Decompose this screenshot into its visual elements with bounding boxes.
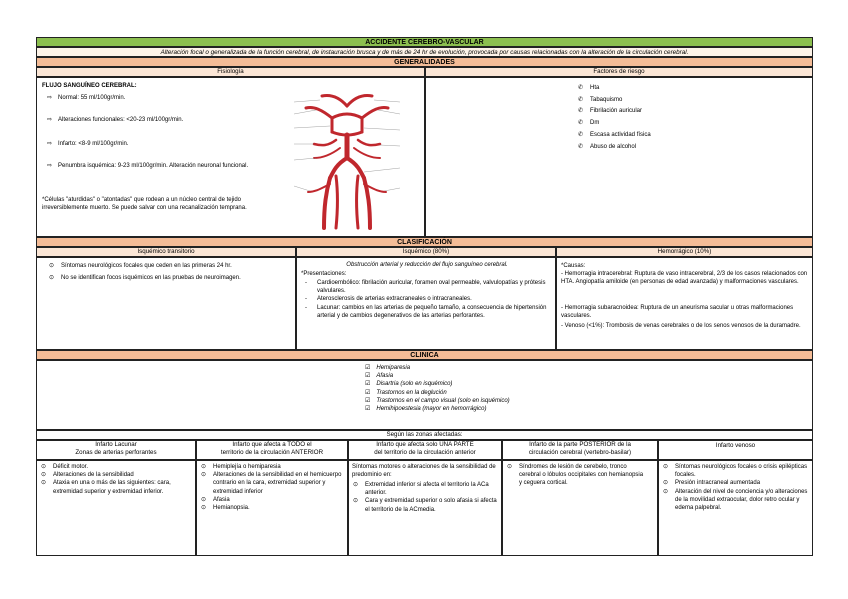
- cerebral-arteries-illustration: [292, 88, 402, 236]
- risk-factor-item: ✆ Tabaquismo: [578, 96, 623, 103]
- flujo-item: ⇨ Normal: 55 ml/100gr/min.: [47, 95, 126, 101]
- zone-body-lacunar: [36, 460, 196, 556]
- isquemico-label: *Presentaciones:: [301, 271, 347, 277]
- isquemico-header: Isquémico (80%): [296, 247, 556, 257]
- risk-factor-item: ✆ Abuso de alcohol: [578, 143, 637, 150]
- zone-header-anterior-total: Infarto que afecta a TODO el territorio de la circulación ANTERIOR: [196, 440, 348, 460]
- list-item: ⊙ Afasia: [201, 496, 230, 503]
- list-item: ⊙ Extremidad inferior si afecta el territorio la ACa anterior.: [353, 482, 489, 497]
- bullet-circle-icon: ⊙: [663, 480, 669, 487]
- list-item: ⊙ Hemiplejía o hemiparesia: [201, 464, 281, 470]
- symptom-item: ☑ Trastornos en la deglución: [365, 389, 447, 396]
- transitorio-cell: [36, 257, 296, 350]
- list-item: - Lacunar: cambios en las arterias de pequeño tamaño, a consecuencia de hipertensión arterial y de cambios degenerativos de las arterias perforantes.: [305, 304, 547, 319]
- risk-factor-item: ✆ Escasa actividad física: [578, 131, 651, 138]
- bullet-circle-icon: ⊙: [201, 496, 207, 503]
- checkbox-icon: ☑: [365, 406, 371, 413]
- symptom-item: ☑ Hemihipoestesia (mayor en hemorrágico): [365, 406, 487, 413]
- bullet-circle-icon: ⊙: [353, 482, 359, 488]
- fisiologia-cell: [36, 77, 425, 237]
- bullet-circle-icon: ⊙: [663, 488, 669, 495]
- list-item: ⊙ Presión intracraneal aumentada: [663, 480, 761, 487]
- bullet-circle-icon: ⊙: [49, 263, 55, 269]
- factores-cell: [425, 77, 813, 237]
- symptom-item: ☑ Afasia: [365, 373, 394, 380]
- symptom-item: ☑ Disartria (solo en isquémico): [365, 381, 453, 388]
- phone-icon: ✆: [578, 85, 584, 91]
- bullet-circle-icon: ⊙: [201, 472, 207, 479]
- bullet-circle-icon: ⊙: [353, 498, 359, 505]
- isquemico-intro: Obstrucción arterial y reducción del flujo sanguíneo cerebral.: [346, 262, 508, 268]
- section-clasificacion: CLASIFICACIÓN: [36, 237, 813, 247]
- flujo-title: FLUJO SANGUÍNEO CEREBRAL:: [42, 83, 137, 89]
- phone-icon: ✆: [578, 143, 584, 150]
- zone-body-venoso: [658, 460, 813, 556]
- bullet-circle-icon: ⊙: [201, 464, 207, 470]
- bullet-circle-icon: ⊙: [49, 275, 55, 282]
- checkbox-icon: ☑: [365, 365, 371, 371]
- phone-icon: ✆: [578, 108, 584, 115]
- list-item: ⊙ Alteraciones de la sensibilidad en el hemicuerpo contrario en la cara, extremidad superior y extremidad inferior: [201, 472, 342, 495]
- checkbox-icon: ☑: [365, 389, 371, 396]
- hemorragico-item: - Hemorragia subaracnoidea: Ruptura de un aneurisma sacular u otras malformaciones vasculares.: [561, 305, 794, 320]
- isquemico-cell: [296, 257, 556, 350]
- risk-factor-item: ✆ Hta: [578, 85, 600, 91]
- list-item: ⊙ Alteración del nivel de conciencia y/o alteraciones de la movilidad extraocular, dolor retro ocular y edema palpebral.: [663, 488, 808, 512]
- definition: Alteración focal o generalizada de la función cerebral, de instauración brusca y de más de 24 hr de evolución, provocada por causas relacionadas con la alteración de la circulación cerebral.: [36, 47, 813, 57]
- zone-intro: Síntomas motores o alteraciones de la sensibilidad de predominio en:: [352, 464, 496, 479]
- list-item: ⊙ Cara y extremidad superior o solo afasia si afecta el territorio de la ACmedia.: [353, 498, 497, 513]
- list-item: ⊙ Alteraciones de la sensibilidad: [41, 472, 134, 479]
- hemorragico-item: - Venoso (<1%): Trombosis de venas cerebrales o de los senos venosos de la duramadre.: [561, 323, 801, 329]
- symptom-item: ☑ Trastornos en el campo visual (solo en isquémico): [365, 397, 510, 404]
- hemorragico-label: *Causas:: [561, 263, 586, 269]
- phone-icon: ✆: [578, 120, 584, 127]
- list-item: - Aterosclerosis de arterias extracraneales o intracraneales.: [305, 296, 472, 303]
- phone-icon: ✆: [578, 96, 584, 103]
- list-item: ⊙ Hemianopsia.: [201, 505, 250, 512]
- zone-body-anterior-total: [196, 460, 348, 556]
- list-item: - Cardioembólico: fibrilación auricular, foramen oval permeable, valvulopatías y prótesis valvulares.: [305, 280, 546, 295]
- zone-header-venoso: Infarto venoso: [658, 440, 813, 460]
- section-generalidades: GENERALIDADES: [36, 57, 813, 67]
- list-item: ⊙ No se identifican focos isquémicos en las pruebas de neuroimagen.: [49, 275, 241, 282]
- checkbox-icon: ☑: [365, 381, 371, 388]
- flujo-item: ⇨ Penumbra isquémica: 9-23 ml/100gr/min. Alteración neuronal funcional.: [47, 163, 249, 169]
- factores-header: Factores de riesgo: [425, 67, 813, 77]
- hemorragico-header: Hemorrágico (10%): [556, 247, 813, 257]
- bullet-circle-icon: ⊙: [663, 464, 669, 470]
- list-item: ⊙ Síntomas neurológicos focales o crisis epilépticas focales.: [663, 464, 808, 479]
- hemorragico-item: - Hemorragia intracerebral: Ruptura de vaso intracerebral, 2/3 de los casos relacionados con HTA. Angiopatía amiloide (en personas de edad avanzada) y malformaciones vasculares.: [561, 271, 808, 286]
- celulas-note: *Células "aturdidas" o "atontadas" que rodean a un núcleo central de tejido irreversiblemente muerto. Se puede salvar con una recanalización temprana.: [42, 197, 247, 212]
- flujo-item: ⇨ Infarto: <8-9 ml/100gr/min.: [47, 141, 129, 147]
- risk-factor-item: ✆ Fibrilación auricular: [578, 108, 643, 115]
- zone-header-anterior-parcial: Infarto que afecta solo UNA PARTE del territorio de la circulación anterior: [348, 440, 502, 460]
- bullet-circle-icon: ⊙: [201, 505, 207, 512]
- document-title: ACCIDENTE CEREBRO-VASCULAR: [36, 37, 813, 47]
- bullet-circle-icon: ⊙: [41, 472, 47, 479]
- risk-factor-item: ✆ Dm: [578, 120, 600, 127]
- transitorio-header: Isquémico transitorio: [36, 247, 296, 257]
- factores-list: [576, 84, 776, 154]
- bullet-circle-icon: ⊙: [41, 480, 47, 487]
- checkbox-icon: ☑: [365, 397, 371, 404]
- section-clinica: CLINICA: [36, 350, 813, 360]
- zones-label: Según las zonas afectadas:: [36, 430, 813, 440]
- bullet-circle-icon: ⊙: [41, 464, 47, 470]
- hemorragico-cell: [556, 257, 813, 350]
- zone-body-posterior: [502, 460, 658, 556]
- phone-icon: ✆: [578, 131, 584, 138]
- zone-body-anterior-parcial: [348, 460, 502, 556]
- clinica-cell: [36, 360, 813, 430]
- zone-header-lacunar: Infarto Lacunar Zonas de arterias perforantes: [36, 440, 196, 460]
- list-item: ⊙ Síndromes de lesión de cerebelo, tronco cerebral o lóbulos occipitales con hemianopsia y ceguera cortical.: [507, 464, 644, 487]
- zone-header-posterior: Infarto de la parte POSTERIOR de la circulación cerebral (vertebro-basilar): [502, 440, 658, 460]
- flujo-item: ⇨ Alteraciones funcionales: <20-23 ml/100gr/min.: [47, 117, 184, 123]
- bullet-circle-icon: ⊙: [507, 464, 513, 470]
- fisiologia-header: Fisiología: [36, 67, 425, 77]
- checkbox-icon: ☑: [365, 373, 371, 380]
- list-item: ⊙ Déficit motor.: [41, 464, 89, 470]
- list-item: ⊙ Ataxia en una o más de las siguientes: cara, extremidad superior y extremidad inferior.: [41, 480, 171, 495]
- symptom-item: ☑ Hemiparesia: [365, 365, 411, 371]
- list-item: ⊙ Síntomas neurológicos focales que ceden en las primeras 24 hr.: [49, 263, 232, 269]
